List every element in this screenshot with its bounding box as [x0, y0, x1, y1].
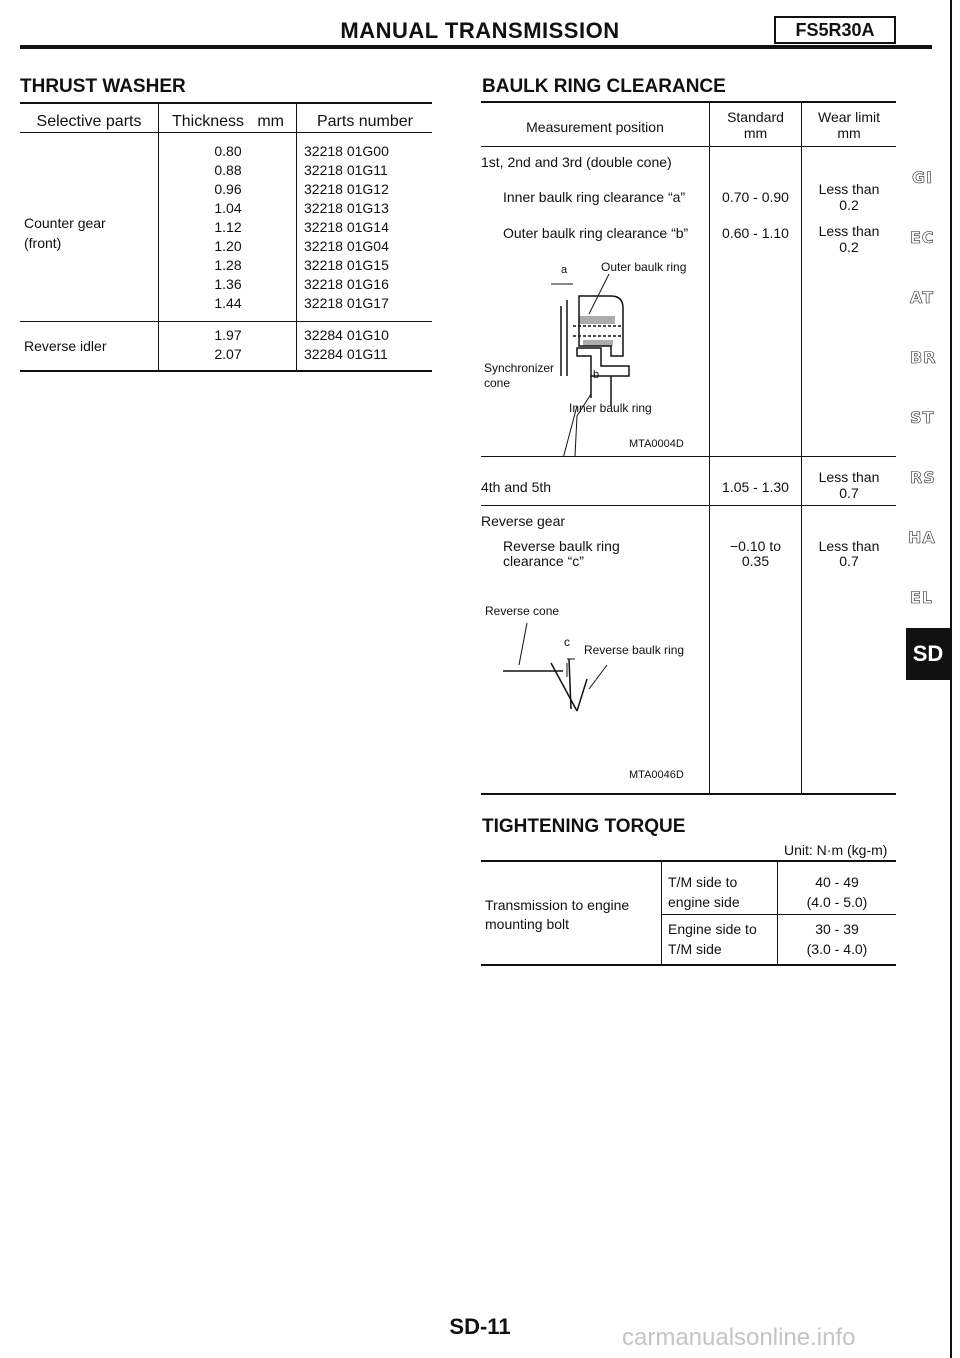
baulk-ring-figure [481, 256, 709, 456]
inner-clearance-wear: Less than 0.2 [818, 181, 880, 213]
4th-5th-standard: 1.05 - 1.30 [722, 479, 789, 495]
header-rule [20, 45, 932, 49]
fig-code-2: MTA0046D [629, 769, 684, 781]
tab-st[interactable]: ST [910, 408, 935, 427]
thickness-cell: 1.97 [214, 327, 242, 343]
fig-label-synchronizer-cone: Synchronizer cone [484, 361, 555, 390]
tab-el[interactable]: EL [910, 588, 934, 607]
fig-label-a: a [561, 264, 568, 276]
table-row [160, 219, 432, 238]
tab-sd-active[interactable]: SD [906, 628, 950, 680]
torque-unit: Unit: N·m (kg-m) [784, 842, 888, 858]
col-standard: Standard mm [727, 109, 784, 141]
tab-at[interactable]: AT [910, 288, 935, 307]
col-thickness: Thickness mm [171, 113, 284, 130]
inner-clearance-standard: 0.70 - 0.90 [722, 189, 789, 205]
part-number-cell: 32218 01G16 [304, 276, 389, 292]
thickness-cell: 1.36 [214, 276, 242, 292]
torque-table [481, 860, 896, 966]
tab-br[interactable]: BR [910, 348, 937, 367]
thickness-cell: 0.80 [214, 143, 242, 159]
fig-label-reverse-cone: Reverse cone [485, 604, 560, 618]
tab-rs[interactable]: RS [910, 468, 936, 487]
torque-side-1: T/M side to engine side [668, 874, 740, 910]
tab-ha[interactable]: HA [908, 528, 936, 547]
part-number-cell: 32284 01G11 [304, 346, 388, 362]
tab-ec[interactable]: EC [910, 228, 935, 247]
col-parts-number: Parts number [316, 113, 414, 130]
col-measurement-position: Measurement position [526, 119, 664, 135]
torque-title: TIGHTENING TORQUE [482, 816, 686, 837]
reverse-idler-rows [160, 327, 432, 365]
col-wear-limit: Wear limit mm [818, 109, 880, 141]
torque-value-1: 40 - 49 (4.0 - 5.0) [806, 874, 868, 910]
group-counter-gear [20, 133, 432, 322]
part-number-cell: 32284 01G10 [304, 327, 389, 343]
section-1st-2nd-3rd: 1st, 2nd and 3rd (double cone) [481, 154, 672, 170]
thrust-washer-table [20, 102, 432, 372]
part-number-cell: 32218 01G12 [304, 181, 389, 197]
torque-value-2: 30 - 39 (3.0 - 4.0) [806, 921, 868, 957]
fig-label-inner-ring: Inner baulk ring [569, 401, 652, 415]
section-reverse-gear: Reverse gear [481, 513, 566, 529]
table-row [160, 276, 432, 295]
part-number-cell: 32218 01G00 [304, 143, 389, 159]
inner-clearance-label: Inner baulk ring clearance “a” [503, 189, 686, 205]
counter-gear-rows [160, 143, 432, 314]
watermark: carmanualsonline.info [622, 1324, 856, 1351]
part-number-cell: 32218 01G11 [304, 162, 388, 178]
table-row [160, 143, 432, 162]
group-reverse-idler [20, 322, 432, 372]
fig-label-outer-ring: Outer baulk ring [601, 260, 687, 274]
table-row [160, 162, 432, 181]
page-title: MANUAL TRANSMISSION [340, 18, 620, 43]
outer-clearance-label: Outer baulk ring clearance “b” [503, 225, 689, 241]
table-row [160, 295, 432, 314]
table-row [160, 257, 432, 276]
reverse-baulk-figure [481, 619, 709, 719]
thickness-cell: 1.28 [214, 257, 242, 273]
thickness-cell: 0.96 [214, 181, 242, 197]
fig-label-c: c [564, 635, 570, 649]
thickness-cell: 1.12 [214, 219, 242, 235]
reverse-clearance-standard: −0.10 to 0.35 [730, 538, 781, 569]
outer-clearance-wear: Less than 0.2 [818, 223, 880, 255]
thrust-washer-header-row [20, 104, 432, 133]
torque-side-2: Engine side to T/M side [668, 921, 757, 957]
part-number-cell: 32218 01G14 [304, 219, 389, 235]
page-number: SD-11 [449, 1314, 511, 1339]
fig-code-1: MTA0004D [629, 438, 684, 450]
reverse-clearance-wear: Less than 0.7 [818, 538, 880, 569]
tab-gi[interactable]: GI [912, 168, 934, 187]
part-number-cell: 32218 01G17 [304, 295, 389, 311]
part-number-cell: 32218 01G04 [304, 238, 389, 254]
thickness-cell: 1.04 [214, 200, 242, 216]
section-4th-5th: 4th and 5th [481, 479, 552, 495]
table-row [160, 238, 432, 257]
table-row [160, 346, 432, 365]
thrust-washer-title: THRUST WASHER [20, 76, 186, 97]
baulk-ring-table [481, 101, 896, 795]
table-row [160, 327, 432, 346]
part-number-cell: 32218 01G15 [304, 257, 389, 273]
thickness-cell: 1.20 [214, 238, 242, 254]
baulk-ring-title: BAULK RING CLEARANCE [482, 76, 726, 97]
thickness-cell: 2.07 [214, 346, 242, 362]
outer-clearance-standard: 0.60 - 1.10 [722, 225, 789, 241]
thickness-cell: 0.88 [214, 162, 242, 178]
reverse-clearance-label: Reverse baulk ring clearance “c” [503, 538, 620, 569]
part-number-cell: 32218 01G13 [304, 200, 389, 216]
part-reverse-idler: Reverse idler [24, 338, 107, 354]
fig-label-b: b [593, 369, 600, 381]
table-row [160, 200, 432, 219]
thickness-cell: 1.44 [214, 295, 242, 311]
fig-label-reverse-ring: Reverse baulk ring [584, 643, 685, 657]
part-counter-gear: Counter gear (front) [24, 215, 106, 251]
col-selective-parts: Selective parts [36, 113, 142, 130]
table-row [160, 181, 432, 200]
model-code-badge: FS5R30A [774, 16, 896, 44]
4th-5th-wear: Less than 0.7 [818, 469, 880, 501]
page-edge-rule [950, 0, 952, 1358]
torque-item: Transmission to engine mounting bolt [485, 897, 630, 932]
